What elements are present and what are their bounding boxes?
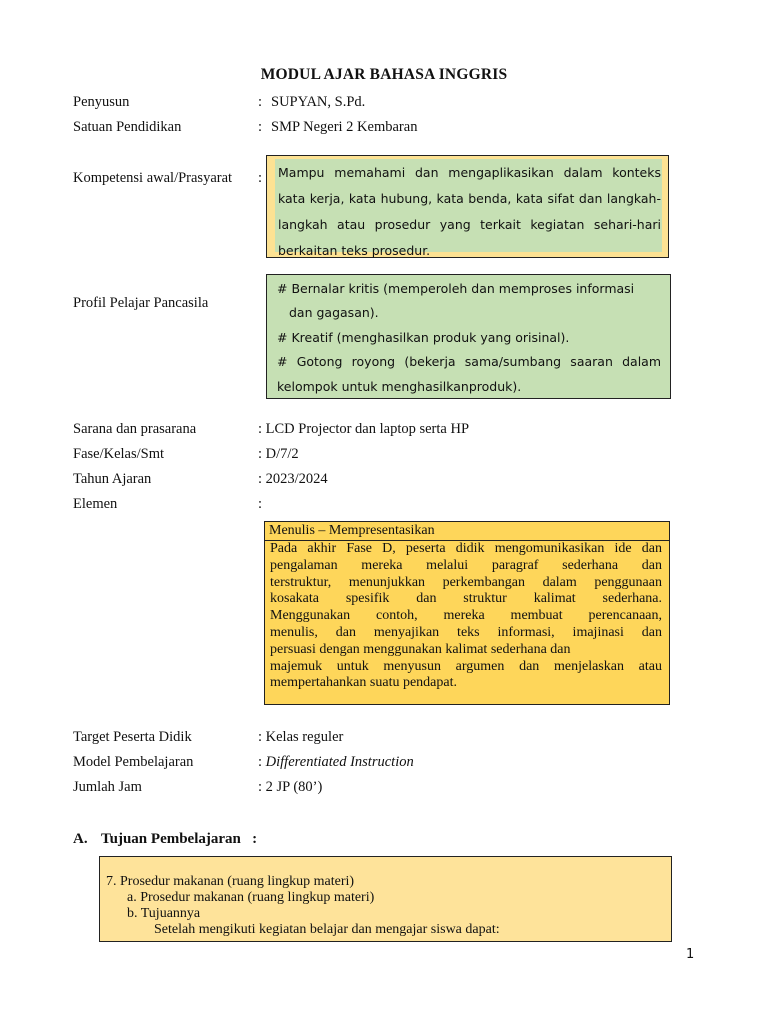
value-fase: : D/7/2 <box>258 446 299 462</box>
elemen-line: Pada akhir Fase D, peserta didik mengomunikasikan ide dan <box>270 541 662 556</box>
colon-penyusun: : <box>258 94 263 110</box>
label-jumlah-jam: Jumlah Jam <box>73 779 142 795</box>
model-text: Differentiated Instruction <box>265 754 414 770</box>
profil-line: dan gagasan). <box>289 305 379 321</box>
elemen-line: persuasi dengan menggunakan kalimat sederhana dan <box>270 641 571 657</box>
label-elemen: Elemen <box>73 496 118 512</box>
profil-line: # Bernalar kritis (memperoleh dan memproses informasi <box>277 281 635 296</box>
value-jumlah-jam: : 2 JP (80’) <box>258 779 323 795</box>
kompetensi-line: berkaitan teks prosedur. <box>278 243 431 258</box>
tujuan-box <box>99 856 672 942</box>
elemen-line: terstruktur, menunjukkan perkembangan dalam penggunaan <box>270 574 662 590</box>
profil-box <box>266 274 671 399</box>
elemen-box <box>264 521 670 705</box>
tujuan-sub-a: a. Prosedur makanan (ruang lingkup materi) <box>127 890 375 905</box>
elemen-line: kosakata spesifik dan struktur kalimat sederhana. <box>270 591 662 607</box>
colon-elemen: : <box>258 496 263 512</box>
kompetensi-box <box>266 155 669 258</box>
profil-line: kelompok untuk menghasilkanproduk). <box>277 378 522 394</box>
kompetensi-line: kata kerja, kata hubung, kata benda, kata sifat dan langkah- <box>278 191 661 206</box>
profil-line: # Gotong royong (bekerja sama/sumbang saaran dalam <box>277 354 661 370</box>
label-target: Target Peserta Didik <box>73 729 192 745</box>
section-letter: A. <box>73 831 88 847</box>
elemen-line: menulis, dan menyajikan teks informasi, imajinasi dan <box>270 624 662 640</box>
section-title: Tujuan Pembelajaran <box>101 831 241 847</box>
section-colon: : <box>252 831 258 847</box>
elemen-line: pengalaman mereka melalui paragraf sederhana dan <box>270 557 662 573</box>
label-satuan-pendidikan: Satuan Pendidikan <box>73 119 182 135</box>
value-sarana: : LCD Projector dan laptop serta HP <box>258 421 470 437</box>
label-sarana: Sarana dan prasarana <box>73 421 197 437</box>
colon-model: : <box>258 754 266 770</box>
colon-kompetensi: : <box>258 170 263 186</box>
label-model: Model Pembelajaran <box>73 754 194 770</box>
page-number: 1 <box>686 947 695 962</box>
label-kompetensi: Kompetensi awal/Prasyarat <box>73 170 233 186</box>
kompetensi-text <box>278 160 661 264</box>
kompetensi-line: Mampu memahami dan mengaplikasikan dalam konteks <box>278 165 661 180</box>
elemen-line: Menggunakan contoh, mereka membuat perencanaan, <box>270 608 662 624</box>
tujuan-sub-b: b. Tujuannya <box>127 906 201 921</box>
value-target: : Kelas reguler <box>258 729 344 745</box>
value-satuan-pendidikan: SMP Negeri 2 Kembaran <box>271 119 418 135</box>
elemen-heading: Menulis – Mempresentasikan <box>269 523 435 538</box>
elemen-line: majemuk untuk menyusun argumen dan menjelaskan atau <box>270 658 662 674</box>
label-penyusun: Penyusun <box>73 94 130 110</box>
profil-line: # Kreatif (menghasilkan produk yang orisinal). <box>277 329 570 345</box>
elemen-body <box>270 541 662 692</box>
value-penyusun: SUPYAN, S.Pd. <box>271 94 366 110</box>
profil-text <box>277 277 661 399</box>
kompetensi-line: langkah atau prosedur yang terkait kegiatan sehari-hari <box>278 217 661 232</box>
tujuan-item: 7. Prosedur makanan (ruang lingkup materi) <box>106 874 355 889</box>
tujuan-sub-text: Setelah mengikuti kegiatan belajar dan mengajar siswa dapat: <box>154 922 500 937</box>
label-profil-pelajar: Profil Pelajar Pancasila <box>73 295 209 311</box>
colon-satuan-pendidikan: : <box>258 119 263 135</box>
label-tahun-ajaran: Tahun Ajaran <box>73 471 152 487</box>
value-model <box>258 754 414 771</box>
elemen-line: mempertahankan suatu pendapat. <box>270 675 457 691</box>
label-fase: Fase/Kelas/Smt <box>73 446 165 462</box>
value-tahun-ajaran: : 2023/2024 <box>258 471 328 487</box>
page-title: MODUL AJAR BAHASA INGGRIS <box>260 66 508 83</box>
section-heading <box>73 831 257 848</box>
